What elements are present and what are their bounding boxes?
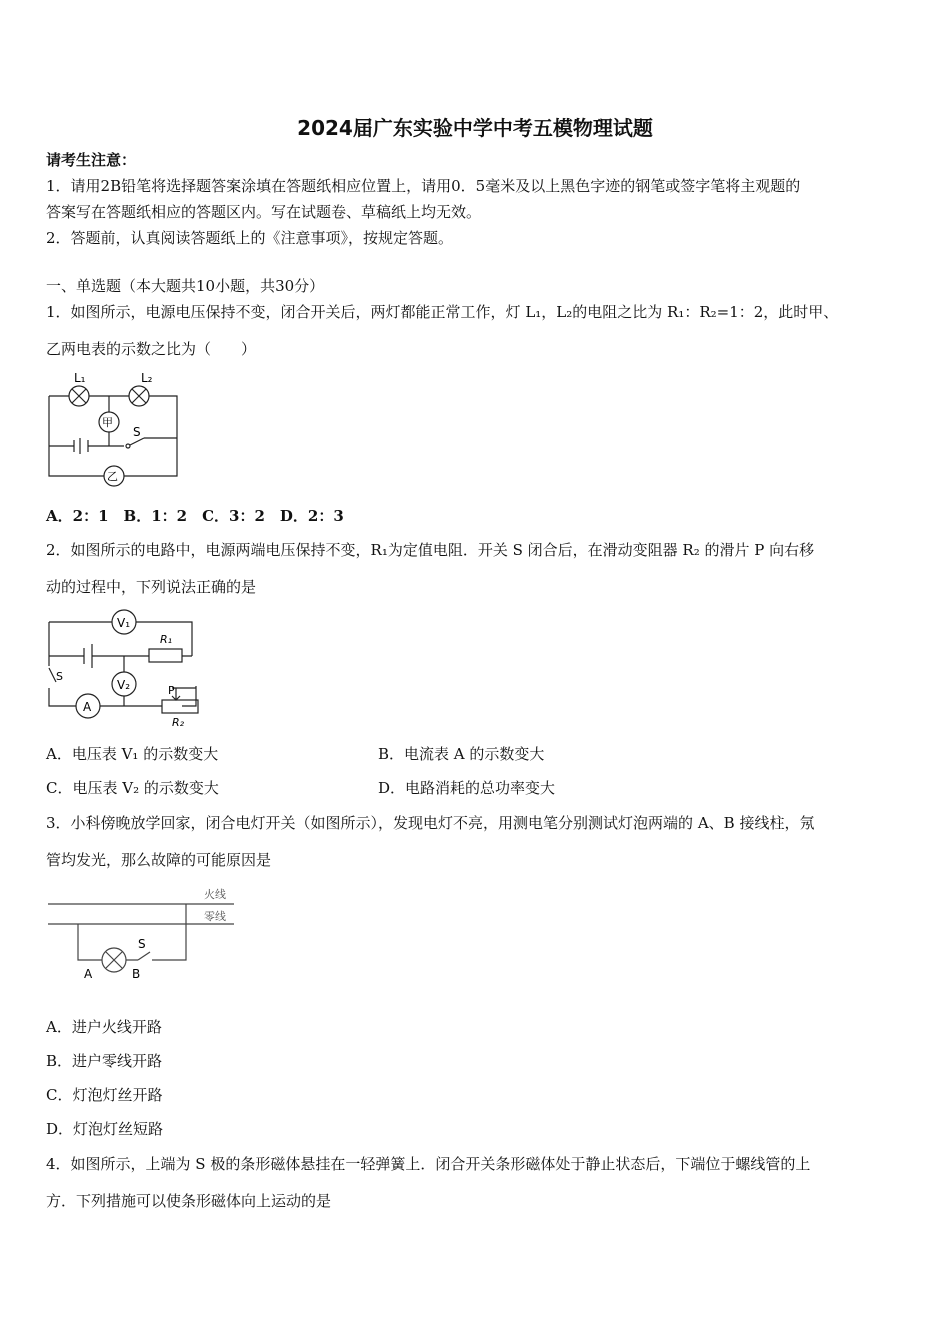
notice-line-1b: 答案写在答题纸相应的答题区内。写在试题卷、草稿纸上均无效。 — [46, 203, 482, 221]
notice-line-2: 2．答题前，认真阅读答题纸上的《注意事项》，按规定答题。 — [46, 229, 454, 247]
q2-option-c: C．电压表 V₂ 的示数变大 — [46, 779, 219, 797]
q2-label-r2: R₂ — [172, 716, 185, 729]
q1-label-yi: 乙 — [107, 470, 118, 483]
q1-label-jia: 甲 — [102, 416, 113, 429]
q2-label-v1: V₁ — [117, 616, 131, 630]
q3-option-a: A．进户火线开路 — [46, 1018, 162, 1036]
q3-option-b: B．进户零线开路 — [46, 1052, 163, 1070]
q1-label-l1: L₁ — [74, 371, 86, 385]
q3-text-a: 3．小科傍晚放学回家，闭合电灯开关（如图所示），发现电灯不亮，用测电笔分别测试灯泡两端的 A、B 接线柱，氖 — [46, 814, 815, 832]
q3-option-c: C．灯泡灯丝开路 — [46, 1086, 163, 1104]
q3-option-d: D．灯泡灯丝短路 — [46, 1120, 164, 1138]
q4-text-a: 4．如图所示，上端为 S 极的条形磁体悬挂在一轻弹簧上．闭合开关条形磁体处于静止状态后，下端位于螺线管的上 — [46, 1155, 811, 1173]
q3-label-b: B — [132, 967, 141, 981]
q3-label-a: A — [84, 967, 93, 981]
q3-circuit-figure — [44, 882, 240, 984]
q1-text-a: 1．如图所示，电源电压保持不变，闭合开关后，两灯都能正常工作，灯 L₁，L₂的电阻之比为 R₁：R₂=1：2，此时甲、 — [46, 303, 839, 321]
q2-label-r1: R₁ — [160, 633, 173, 646]
q2-label-a: A — [83, 700, 92, 714]
q1-label-s: S — [133, 425, 141, 439]
q3-label-live: 火线 — [204, 888, 226, 901]
page-title: 2024届广东实验中学中考五模物理试题 — [297, 116, 653, 140]
q2-text-b: 动的过程中，下列说法正确的是 — [46, 578, 257, 596]
q3-text-b: 管均发光，那么故障的可能原因是 — [46, 851, 272, 869]
q1-label-l2: L₂ — [141, 371, 153, 385]
q2-label-s: S — [56, 670, 63, 683]
q2-option-d: D．电路消耗的总功率变大 — [378, 779, 556, 797]
q2-option-b: B．电流表 A 的示数变大 — [378, 745, 545, 763]
q4-text-b: 方．下列措施可以使条形磁体向上运动的是 — [46, 1192, 332, 1210]
q1-options: A．2：1 B．1：2 C．3：2 D．2：3 — [46, 507, 344, 525]
section-heading: 一、单选题（本大题共10小题，共30分） — [46, 277, 325, 295]
q1-circuit-figure — [44, 368, 184, 490]
q1-text-b: 乙两电表的示数之比为（ ） — [46, 340, 257, 358]
q2-circuit-figure — [44, 606, 204, 730]
q2-option-a: A．电压表 V₁ 的示数变大 — [46, 745, 219, 763]
notice-line-1a: 1．请用2B铅笔将选择题答案涂填在答题纸相应位置上，请用0．5毫米及以上黑色字迹的钢笔或签字笔将主观题的 — [46, 177, 801, 195]
notice-heading: 请考生注意： — [46, 151, 137, 169]
q2-text-a: 2．如图所示的电路中，电源两端电压保持不变，R₁为定值电阻．开关 S 闭合后，在滑动变阻器 R₂ 的滑片 P 向右移 — [46, 541, 815, 559]
q3-label-s: S — [138, 937, 146, 951]
q2-label-p: P — [168, 684, 175, 697]
q3-label-neutral: 零线 — [204, 910, 226, 923]
q2-label-v2: V₂ — [117, 678, 131, 692]
